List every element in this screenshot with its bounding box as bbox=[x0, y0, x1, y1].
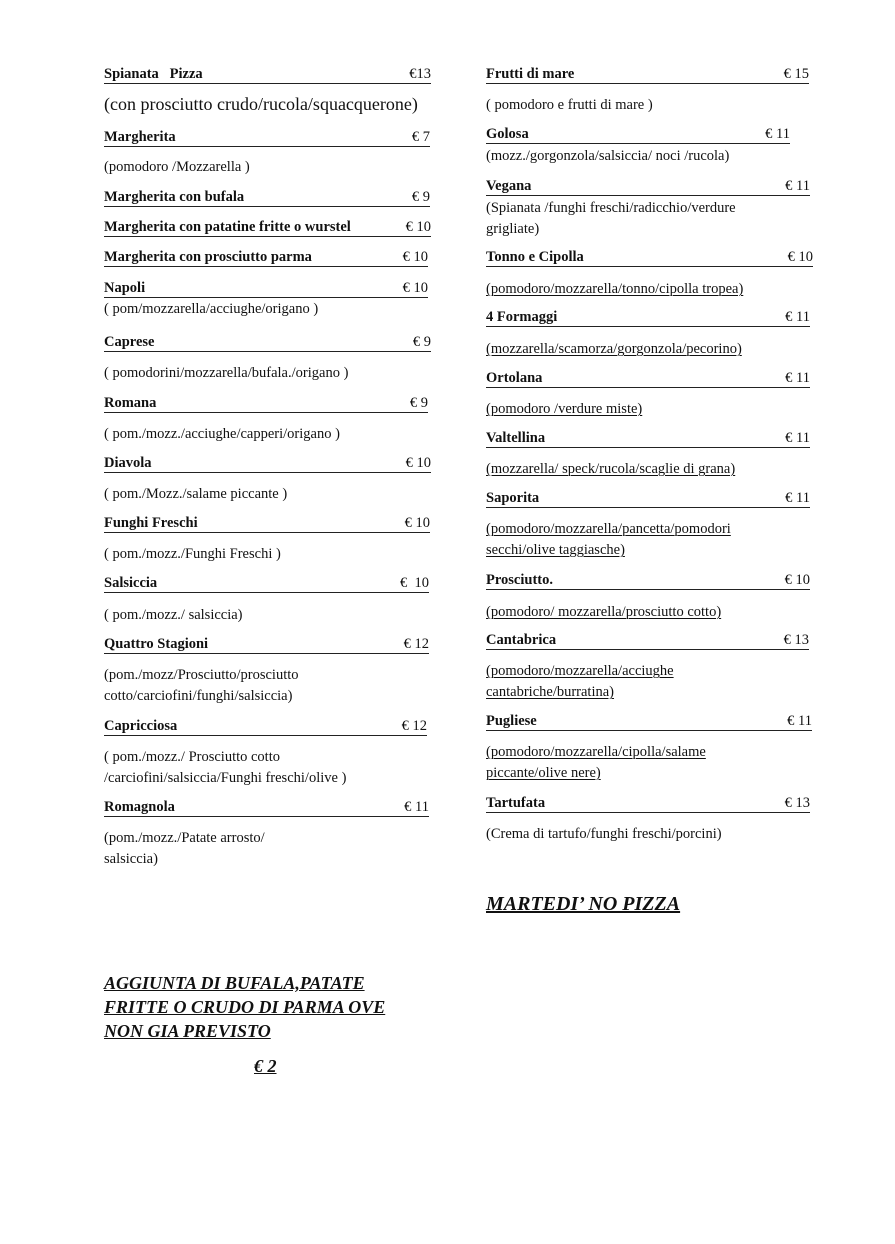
item-name: Golosa bbox=[486, 126, 529, 142]
item-name: Capricciosa bbox=[104, 718, 178, 734]
item-description: (pomodoro/mozzarella/pancetta/pomodori secchi/olive taggiasche) bbox=[486, 521, 731, 558]
item-price: € 10 bbox=[402, 280, 428, 296]
menu-item-golosa bbox=[486, 126, 790, 167]
menu-item-margherita bbox=[104, 129, 430, 178]
item-description: ( pom./mozz./ Prosciutto cotto /carciofini/salsiccia/Funghi freschi/olive ) bbox=[104, 749, 347, 786]
menu-item-caprese bbox=[104, 334, 431, 384]
menu-item-tartufata bbox=[486, 795, 810, 845]
menu-item-valtellina bbox=[486, 430, 810, 480]
item-name: Quattro Stagioni bbox=[104, 636, 209, 652]
item-description: (pomodoro/mozzarella/cipolla/salame piccante/olive nere) bbox=[486, 744, 706, 781]
item-description: (pom./mozz/Prosciutto/prosciutto cotto/carciofini/funghi/salsiccia) bbox=[104, 667, 299, 704]
menu-item-salsiccia bbox=[104, 575, 429, 626]
item-description: (pomodoro /Mozzarella ) bbox=[104, 159, 250, 175]
item-name: Valtellina bbox=[486, 430, 546, 446]
extra-toppings-note: AGGIUNTA DI BUFALA,PATATE FRITTE O CRUDO DI PARMA OVE NON GIA PREVISTO bbox=[104, 973, 386, 1041]
item-name: Margherita con patatine fritte o wurstel bbox=[104, 219, 351, 235]
item-price: € 9 bbox=[412, 334, 431, 350]
menu-item-pugliese bbox=[486, 713, 812, 784]
item-name: Spianata Pizza bbox=[104, 66, 203, 82]
item-price: €13 bbox=[409, 66, 431, 82]
item-price: € 11 bbox=[787, 713, 812, 729]
item-name: 4 Formaggi bbox=[486, 309, 558, 325]
item-description: (pomodoro/mozzarella/acciughe cantabriche/burratina) bbox=[486, 663, 674, 700]
item-name: Margherita con bufala bbox=[104, 189, 245, 205]
item-name: Frutti di mare bbox=[486, 66, 575, 82]
menu-item-margherita-parma bbox=[104, 249, 428, 267]
menu-item-ortolana bbox=[486, 370, 810, 420]
item-description: (pomodoro /verdure miste) bbox=[486, 401, 643, 417]
item-price: € 11 bbox=[785, 490, 810, 506]
item-name: Salsiccia bbox=[104, 575, 158, 591]
menu-item-4-formaggi bbox=[486, 309, 810, 360]
item-name: Margherita con prosciutto parma bbox=[104, 249, 312, 265]
menu-item-vegana bbox=[486, 178, 810, 240]
item-price: € 12 bbox=[403, 636, 429, 652]
item-name: Diavola bbox=[104, 455, 152, 471]
item-price: € 13 bbox=[783, 632, 809, 648]
item-name: Vegana bbox=[486, 178, 532, 194]
menu-item-prosciutto bbox=[486, 572, 810, 623]
item-name: Romana bbox=[104, 395, 157, 411]
item-name: Pugliese bbox=[486, 713, 537, 729]
item-description: (pomodoro/mozzarella/tonno/cipolla tropea) bbox=[486, 281, 744, 297]
item-description: ( pomodoro e frutti di mare ) bbox=[486, 97, 653, 113]
menu-item-spianata bbox=[104, 66, 431, 115]
menu-item-margherita-patatine bbox=[104, 219, 431, 237]
item-name: Romagnola bbox=[104, 799, 175, 815]
item-price: € 13 bbox=[784, 795, 810, 811]
item-price: € 15 bbox=[783, 66, 809, 82]
item-price: € 10 bbox=[400, 575, 429, 591]
item-description: (pom./mozz./Patate arrosto/ salsiccia) bbox=[104, 830, 265, 867]
menu-item-margherita-bufala bbox=[104, 189, 430, 207]
item-price: € 10 bbox=[404, 515, 430, 531]
item-price: € 11 bbox=[785, 430, 810, 446]
item-price: € 10 bbox=[787, 249, 813, 265]
closed-day-note: MARTEDI’ NO PIZZA bbox=[486, 893, 681, 915]
item-price: € 11 bbox=[785, 309, 810, 325]
item-price: € 7 bbox=[411, 129, 430, 145]
item-description: (Spianata /funghi freschi/radicchio/verdure grigliate) bbox=[486, 200, 736, 237]
item-name: Saporita bbox=[486, 490, 540, 506]
item-name: Funghi Freschi bbox=[104, 515, 198, 531]
item-price: € 11 bbox=[404, 799, 429, 815]
item-price: € 11 bbox=[765, 126, 790, 142]
item-name: Margherita bbox=[104, 129, 176, 145]
item-name: Cantabrica bbox=[486, 632, 557, 648]
item-price: € 10 bbox=[402, 249, 428, 265]
item-name: Ortolana bbox=[486, 370, 543, 386]
item-description: (con prosciutto crudo/rucola/squacquerone) bbox=[104, 94, 418, 114]
menu-item-frutti-di-mare bbox=[486, 66, 809, 116]
menu-item-funghi-freschi bbox=[104, 515, 430, 565]
item-name: Prosciutto. bbox=[486, 572, 553, 588]
menu-item-romagnola bbox=[104, 799, 429, 870]
menu-item-capricciosa bbox=[104, 718, 427, 789]
item-description: (mozzarella/scamorza/gorgonzola/pecorino) bbox=[486, 341, 742, 357]
menu-item-saporita bbox=[486, 490, 810, 561]
item-price: € 10 bbox=[405, 219, 431, 235]
menu-item-romana bbox=[104, 395, 428, 445]
menu-item-tonno-cipolla bbox=[486, 249, 813, 300]
item-name: Caprese bbox=[104, 334, 155, 350]
item-price: € 11 bbox=[785, 178, 810, 194]
item-price: € 10 bbox=[405, 455, 431, 471]
menu-item-cantabrica bbox=[486, 632, 809, 703]
item-description: (Crema di tartufo/funghi freschi/porcini) bbox=[486, 826, 722, 842]
menu-item-napoli bbox=[104, 280, 428, 320]
item-description: ( pom/mozzarella/acciughe/origano ) bbox=[104, 301, 319, 317]
item-name: Tartufata bbox=[486, 795, 546, 811]
item-description: (pomodoro/ mozzarella/prosciutto cotto) bbox=[486, 604, 722, 620]
item-price: € 11 bbox=[785, 370, 810, 386]
item-price: € 12 bbox=[401, 718, 427, 734]
item-description: (mozzarella/ speck/rucola/scaglie di grana) bbox=[486, 461, 736, 477]
item-price: € 9 bbox=[409, 395, 428, 411]
extra-toppings-price: € 2 bbox=[254, 1056, 277, 1076]
item-name: Napoli bbox=[104, 280, 146, 296]
menu-item-diavola bbox=[104, 455, 431, 505]
item-description: ( pom./mozz./acciughe/capperi/origano ) bbox=[104, 426, 340, 442]
item-description: (mozz./gorgonzola/salsiccia/ noci /rucola) bbox=[486, 148, 730, 164]
item-description: ( pom./mozz./Funghi Freschi ) bbox=[104, 546, 281, 562]
item-price: € 10 bbox=[784, 572, 810, 588]
item-name: Tonno e Cipolla bbox=[486, 249, 584, 265]
item-description: ( pom./Mozz./salame piccante ) bbox=[104, 486, 288, 502]
menu-item-quattro-stagioni bbox=[104, 636, 429, 707]
item-price: € 9 bbox=[411, 189, 430, 205]
item-description: ( pomodorini/mozzarella/bufala./origano ) bbox=[104, 365, 349, 381]
item-description: ( pom./mozz./ salsiccia) bbox=[104, 607, 243, 623]
